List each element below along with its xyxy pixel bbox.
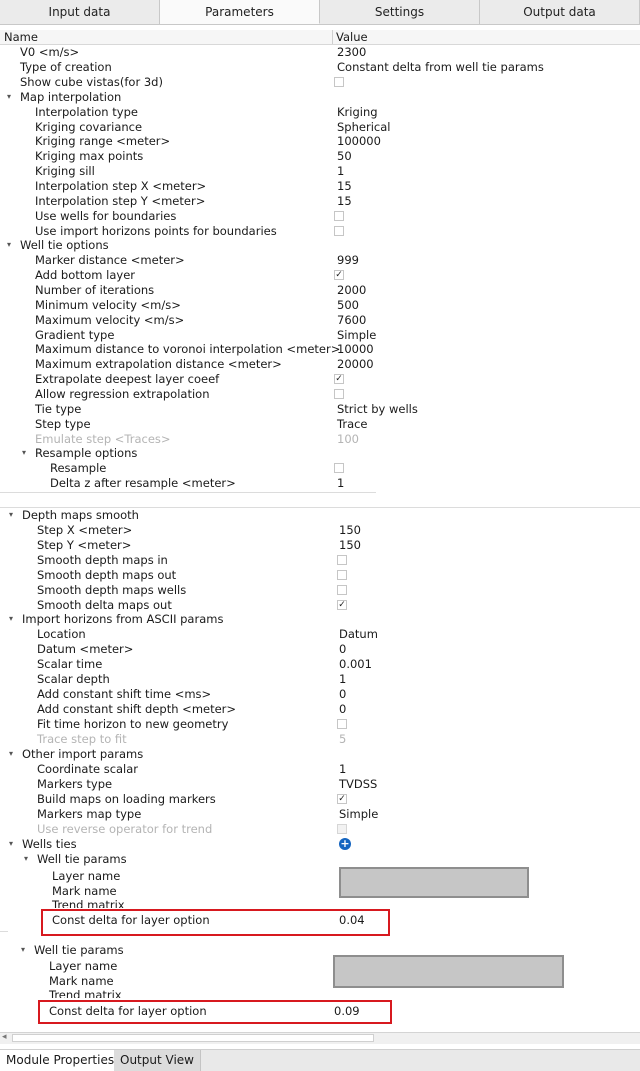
- row-type-of-creation[interactable]: [0, 60, 640, 75]
- redacted-value-box: [333, 955, 564, 988]
- row-label: Add constant shift depth <meter>: [37, 702, 237, 716]
- checkbox-checked[interactable]: ✓: [335, 270, 343, 280]
- row-v0[interactable]: [0, 45, 640, 60]
- row-value[interactable]: Strict by wells: [337, 402, 418, 416]
- row-value[interactable]: 20000: [337, 357, 374, 371]
- row-allow-regression-extrapolation[interactable]: [0, 387, 640, 402]
- row-build-maps-on-loading[interactable]: [0, 792, 640, 807]
- row-coordinate-scalar[interactable]: [0, 762, 640, 777]
- row-scalar-time[interactable]: [0, 657, 640, 672]
- row-markers-type[interactable]: [0, 777, 640, 792]
- row-kriging-max-points[interactable]: [0, 149, 640, 164]
- row-smooth-depth-maps-out[interactable]: [0, 568, 640, 583]
- row-value: 100: [337, 432, 359, 446]
- row-label: Gradient type: [35, 328, 115, 342]
- checkbox[interactable]: [337, 555, 347, 565]
- row-label: Mark name: [52, 884, 117, 898]
- collapse-arrow-icon[interactable]: ▾: [9, 614, 14, 623]
- row-label: Show cube vistas(for 3d): [20, 75, 163, 89]
- row-value[interactable]: Kriging: [337, 105, 378, 119]
- row-label: Maximum extrapolation distance <meter>: [35, 357, 282, 371]
- row-datum[interactable]: [0, 642, 640, 657]
- redacted-value-box: [339, 867, 529, 898]
- row-interpolation-step-x[interactable]: [0, 179, 640, 194]
- top-tab-bar: [0, 0, 640, 25]
- collapse-arrow-icon[interactable]: ▾: [9, 749, 14, 758]
- row-label: Use wells for boundaries: [35, 209, 177, 223]
- row-label: Build maps on loading markers: [37, 792, 216, 806]
- group-map-interpolation[interactable]: [0, 90, 640, 105]
- row-label: Layer name: [52, 869, 121, 883]
- row-resample[interactable]: [0, 461, 640, 476]
- tree-header: [0, 30, 640, 45]
- row-constant-shift-depth[interactable]: [0, 702, 640, 717]
- row-label: Datum <meter>: [37, 642, 134, 656]
- row-use-wells-for-boundaries[interactable]: [0, 209, 640, 224]
- row-label: Scalar depth: [37, 672, 110, 686]
- row-label: Kriging sill: [35, 164, 95, 178]
- checkbox[interactable]: [334, 226, 344, 236]
- checkbox[interactable]: [337, 570, 347, 580]
- row-tie-type[interactable]: [0, 402, 640, 417]
- row-value[interactable]: Simple: [339, 807, 379, 821]
- row-label: Add bottom layer: [35, 268, 136, 282]
- collapse-arrow-icon[interactable]: ▾: [21, 945, 26, 954]
- row-value[interactable]: Constant delta from well tie params: [337, 60, 544, 74]
- row-label: Const delta for layer option: [52, 913, 210, 927]
- row-show-cube-vistas[interactable]: [0, 75, 640, 90]
- row-label: Add constant shift time <ms>: [37, 687, 212, 701]
- row-use-reverse-operator: [0, 822, 640, 837]
- row-step-x[interactable]: [0, 523, 640, 538]
- row-label: Trend matrix: [52, 898, 125, 908]
- row-max-distance-voronoi[interactable]: [0, 342, 640, 357]
- group-label: Wells ties: [22, 837, 77, 851]
- row-value[interactable]: 10000: [337, 342, 374, 356]
- row-value[interactable]: 2300: [337, 45, 367, 59]
- tab-output-view[interactable]: Output View: [114, 1050, 201, 1071]
- group-other-import-params[interactable]: [0, 747, 640, 762]
- row-value[interactable]: 1: [337, 476, 345, 490]
- collapse-arrow-icon[interactable]: ▾: [24, 854, 29, 863]
- row-value[interactable]: 150: [339, 538, 361, 552]
- checkbox-checked[interactable]: ✓: [338, 794, 346, 804]
- row-minimum-velocity[interactable]: [0, 298, 640, 313]
- checkbox-disabled: [337, 824, 347, 834]
- row-label: Type of creation: [20, 60, 112, 74]
- row-value[interactable]: 50: [337, 149, 352, 163]
- row-label: Emulate step <Traces>: [35, 432, 171, 446]
- row-gradient-type[interactable]: [0, 328, 640, 343]
- collapse-arrow-icon[interactable]: ▾: [7, 92, 12, 101]
- column-value-header[interactable]: Value: [336, 30, 368, 44]
- checkbox[interactable]: [334, 211, 344, 221]
- divider: [0, 492, 376, 493]
- row-label: Smooth depth maps wells: [37, 583, 187, 597]
- group-label: Map interpolation: [20, 90, 122, 104]
- row-trace-step-to-fit: [0, 732, 640, 747]
- group-depth-maps-smooth[interactable]: [0, 508, 640, 523]
- row-value[interactable]: 7600: [337, 313, 367, 327]
- row-value[interactable]: Spherical: [337, 120, 391, 134]
- row-value[interactable]: 1: [337, 164, 345, 178]
- header-divider[interactable]: [332, 30, 333, 44]
- row-value[interactable]: 1: [339, 762, 347, 776]
- row-label: V0 <m/s>: [20, 45, 80, 59]
- row-label: Trend matrix: [49, 988, 122, 998]
- group-label: Well tie params: [37, 852, 127, 866]
- row-label: Step Y <meter>: [37, 538, 132, 552]
- group-import-horizons[interactable]: [0, 612, 640, 627]
- row-label: Interpolation type: [35, 105, 138, 119]
- row-value[interactable]: 150: [339, 523, 361, 537]
- row-label: Markers map type: [37, 807, 142, 821]
- row-kriging-range[interactable]: [0, 134, 640, 149]
- column-name-header[interactable]: Name: [4, 30, 38, 44]
- row-constant-shift-time[interactable]: [0, 687, 640, 702]
- row-label: Resample: [50, 461, 107, 475]
- row-label: Fit time horizon to new geometry: [37, 717, 229, 731]
- group-label: Import horizons from ASCII params: [22, 612, 224, 626]
- row-number-of-iterations[interactable]: [0, 283, 640, 298]
- row-value: 5: [339, 732, 347, 746]
- row-fit-time-horizon[interactable]: [0, 717, 640, 732]
- row-label: Step X <meter>: [37, 523, 133, 537]
- row-label: Use import horizons points for boundaries: [35, 224, 277, 238]
- collapse-arrow-icon[interactable]: ▾: [7, 240, 12, 249]
- scroll-left-arrow-icon[interactable]: ◂: [2, 1032, 7, 1042]
- group-resample-options[interactable]: [0, 446, 640, 461]
- collapse-arrow-icon[interactable]: ▾: [9, 839, 14, 848]
- row-label: Kriging max points: [35, 149, 144, 163]
- row-label: Step type: [35, 417, 91, 431]
- row-label: Kriging covariance: [35, 120, 143, 134]
- row-delta-z-after-resample[interactable]: [0, 476, 640, 491]
- group-label: Depth maps smooth: [22, 508, 139, 522]
- row-scalar-depth[interactable]: [0, 672, 640, 687]
- row-label: Trace step to fit: [37, 732, 127, 746]
- row-label: Maximum distance to voronoi interpolation <meter>: [35, 342, 341, 356]
- row-label: Smooth depth maps in: [37, 553, 168, 567]
- row-kriging-sill[interactable]: [0, 164, 640, 179]
- row-label: Allow regression extrapolation: [35, 387, 210, 401]
- tab-module-properties[interactable]: Module Properties: [0, 1050, 121, 1071]
- row-label: Number of iterations: [35, 283, 155, 297]
- collapse-arrow-icon[interactable]: ▾: [9, 510, 14, 519]
- row-smooth-depth-maps-in[interactable]: [0, 553, 640, 568]
- row-value[interactable]: 2000: [337, 283, 367, 297]
- add-icon[interactable]: +: [340, 837, 350, 850]
- row-label: Mark name: [49, 974, 114, 988]
- row-label: Markers type: [37, 777, 113, 791]
- checkbox[interactable]: [337, 719, 347, 729]
- row-label: Interpolation step X <meter>: [35, 179, 207, 193]
- row-value[interactable]: Simple: [337, 328, 377, 342]
- collapse-arrow-icon[interactable]: ▾: [22, 448, 27, 457]
- tab-parameters[interactable]: Parameters: [160, 0, 320, 24]
- row-location[interactable]: [0, 627, 640, 642]
- checkbox[interactable]: [334, 389, 344, 399]
- row-smooth-delta-maps-out[interactable]: [0, 598, 640, 613]
- row-kriging-covariance[interactable]: [0, 120, 640, 135]
- row-label: Kriging range <meter>: [35, 134, 171, 148]
- row-label: Interpolation step Y <meter>: [35, 194, 206, 208]
- highlight-box: [38, 1000, 392, 1024]
- row-value[interactable]: 15: [337, 179, 352, 193]
- group-label: Resample options: [35, 446, 138, 460]
- row-value[interactable]: 100000: [337, 134, 381, 148]
- row-step-type[interactable]: [0, 417, 640, 432]
- row-label: Smooth delta maps out: [37, 598, 172, 612]
- row-max-extrapolation-distance[interactable]: [0, 357, 640, 372]
- row-marker-distance[interactable]: [0, 253, 640, 268]
- row-label: Location: [37, 627, 86, 641]
- row-label: Smooth depth maps out: [37, 568, 177, 582]
- highlight-box: [41, 909, 390, 936]
- group-well-tie-params[interactable]: [0, 852, 640, 867]
- row-label: Delta z after resample <meter>: [50, 476, 236, 490]
- row-value[interactable]: 1: [339, 672, 347, 686]
- checkbox[interactable]: [334, 77, 344, 87]
- checkbox-checked[interactable]: ✓: [335, 374, 343, 384]
- row-value[interactable]: 0: [339, 702, 347, 716]
- row-interpolation-step-y[interactable]: [0, 194, 640, 209]
- row-value[interactable]: 15: [337, 194, 352, 208]
- row-value[interactable]: Trace: [337, 417, 368, 431]
- bottom-tab-bar: [0, 1049, 640, 1071]
- row-label: Use reverse operator for trend: [37, 822, 213, 836]
- group-label: Well tie options: [20, 238, 109, 252]
- row-value[interactable]: 0.09: [334, 1004, 360, 1018]
- tab-input-data[interactable]: Input data: [0, 0, 160, 24]
- row-layer-name[interactable]: [0, 869, 640, 884]
- row-value[interactable]: 0: [339, 642, 347, 656]
- tab-settings[interactable]: Settings: [320, 0, 480, 24]
- row-trend-matrix[interactable]: [0, 898, 640, 908]
- group-label: Other import params: [22, 747, 144, 761]
- row-maximum-velocity[interactable]: [0, 313, 640, 328]
- scrollbar-thumb[interactable]: [12, 1034, 374, 1042]
- row-value[interactable]: Datum: [339, 627, 378, 641]
- group-label: Well tie params: [34, 943, 124, 957]
- divider: [0, 931, 8, 932]
- row-value[interactable]: 0: [339, 687, 347, 701]
- checkbox[interactable]: [337, 585, 347, 595]
- row-emulate-step: [0, 432, 640, 447]
- row-label: Maximum velocity <m/s>: [35, 313, 185, 327]
- row-add-bottom-layer[interactable]: [0, 268, 640, 283]
- checkbox[interactable]: [334, 463, 344, 473]
- row-interpolation-type[interactable]: [0, 105, 640, 120]
- row-label: Scalar time: [37, 657, 103, 671]
- row-markers-map-type[interactable]: [0, 807, 640, 822]
- checkbox-checked[interactable]: ✓: [338, 600, 346, 610]
- group-wells-ties[interactable]: [0, 837, 640, 852]
- row-label: Tie type: [35, 402, 82, 416]
- row-label: Marker distance <meter>: [35, 253, 185, 267]
- row-value[interactable]: TVDSS: [339, 777, 378, 791]
- row-step-y[interactable]: [0, 538, 640, 553]
- row-value[interactable]: 999: [337, 253, 359, 267]
- row-smooth-depth-maps-wells[interactable]: [0, 583, 640, 598]
- row-value[interactable]: 0.04: [339, 913, 365, 927]
- row-trend-matrix[interactable]: [0, 988, 640, 998]
- row-value[interactable]: 500: [337, 298, 359, 312]
- tab-output-data[interactable]: Output data: [480, 0, 640, 24]
- row-label: Const delta for layer option: [49, 1004, 207, 1018]
- row-extrapolate-deepest-layer[interactable]: [0, 372, 640, 387]
- group-well-tie-options[interactable]: [0, 238, 640, 253]
- row-label: Minimum velocity <m/s>: [35, 298, 181, 312]
- row-use-import-horizons-points[interactable]: [0, 224, 640, 239]
- row-label: Layer name: [49, 959, 118, 973]
- horizontal-scrollbar[interactable]: [0, 1032, 640, 1044]
- row-mark-name[interactable]: [0, 884, 640, 899]
- row-label: Coordinate scalar: [37, 762, 139, 776]
- row-label: Extrapolate deepest layer coeef: [35, 372, 220, 386]
- row-value[interactable]: 0.001: [339, 657, 372, 671]
